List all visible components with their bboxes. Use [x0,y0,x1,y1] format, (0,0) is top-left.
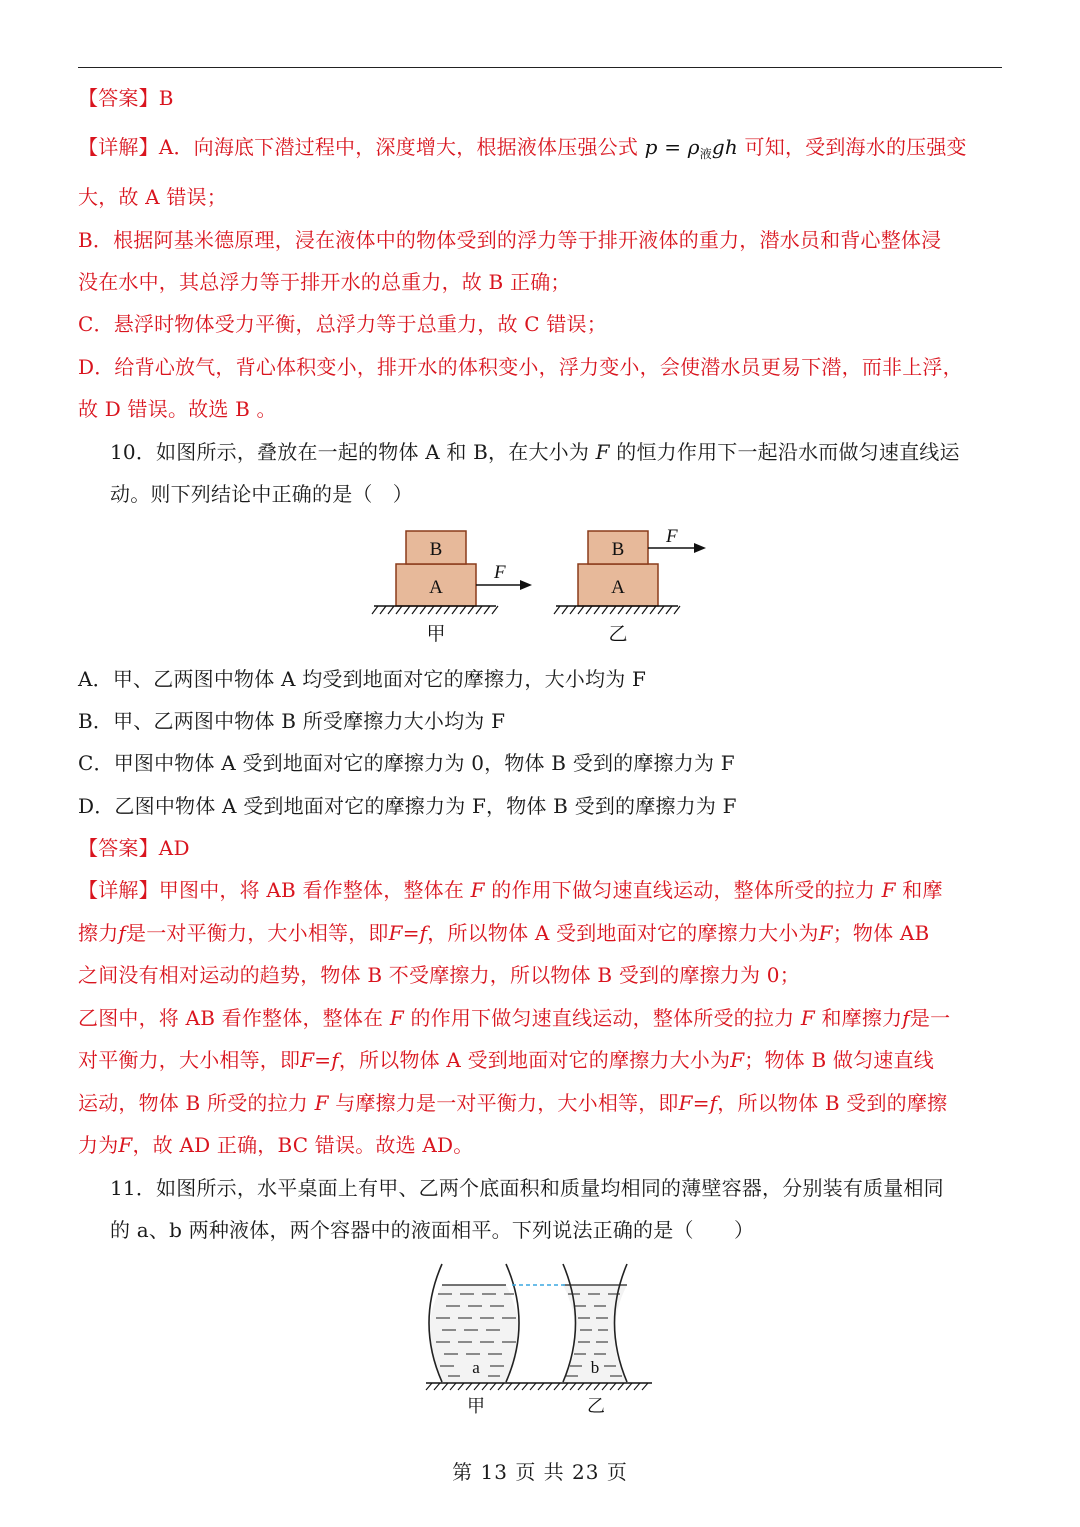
page-footer: 第 13 页 共 23 页 [452,1460,628,1484]
liquid-b-label: b [590,1358,600,1377]
q10-stem-line-1: 10．如图所示，叠放在一起的物体 A 和 B，在大小为 F 的恒力作用下一起沿水而做匀速直线运 [110,440,960,464]
block-a-label-jia: A [429,577,443,598]
q9-detail-line-4: 没在水中，其总浮力等于排开水的总重力，故 B 正确； [78,270,571,294]
figure-jia [372,531,532,645]
caption-yi: 乙 [608,623,628,645]
q10-detail-line-4: 乙图中，将 AB 看作整体，整体在 F 的作用下做匀速直线运动，整体所受的拉力 F 和摩擦力f是一 [78,1006,951,1030]
q11-figure [420,1250,660,1420]
figure-yi [554,526,706,645]
q10-detail-line-7: 力为F，故 AD 正确，BC 错误。故选 AD。 [78,1133,474,1157]
header-rule [78,67,1002,68]
q10-option-b: B．甲、乙两图中物体 B 所受摩擦力大小均为 F [78,709,506,733]
block-a-label-yi: A [611,577,625,598]
q9-detail-line-6: D．给背心放气，背心体积变小，排开水的体积变小，浮力变小，会使潜水员更易下潜，而非上浮， [78,355,963,379]
q10-detail-line-1: 【详解】甲图中，将 AB 看作整体，整体在 F 的作用下做匀速直线运动，整体所受的拉力 F 和摩 [78,878,943,902]
q10-option-c: C．甲图中物体 A 受到地面对它的摩擦力为 0，物体 B 受到的摩擦力为 F [78,751,735,775]
force-label-yi: F [666,526,678,547]
block-b-label-jia: B [429,539,443,560]
q10-detail-line-2: 擦力f是一对平衡力，大小相等，即F=f，所以物体 A 受到地面对它的摩擦力大小为F；物体 AB [78,921,930,945]
q10-figure [360,525,720,650]
q10-detail-line-3: 之间没有相对运动的趋势，物体 B 不受摩擦力，所以物体 B 受到的摩擦力为 0； [78,963,800,987]
block-b-label-yi: B [611,539,625,560]
q10-option-a: A．甲、乙两图中物体 A 均受到地面对它的摩擦力，大小均为 F [78,667,647,691]
q9-answer: 【答案】B [78,86,174,110]
q11-caption-jia: 甲 [467,1396,485,1417]
q10-detail-line-6: 运动，物体 B 所受的拉力 F 与摩擦力是一对平衡力，大小相等，即F=f，所以物体 B 受到的摩擦 [78,1091,948,1115]
force-label-jia: F [494,562,506,583]
q10-detail-line-5: 对平衡力，大小相等，即F=f，所以物体 A 受到地面对它的摩擦力大小为F；物体 B 做匀速直线 [78,1048,934,1072]
q11-caption-yi: 乙 [587,1396,605,1417]
q10-answer: 【答案】AD [78,836,190,860]
caption-jia: 甲 [426,623,446,645]
liquid-a-label: a [472,1358,480,1377]
q9-detail-line-7: 故 D 错误。故选 B 。 [78,397,277,421]
q10-option-d: D．乙图中物体 A 受到地面对它的摩擦力为 F，物体 B 受到的摩擦力为 F [78,794,737,818]
q9-detail-line-5: C．悬浮时物体受力平衡，总浮力等于总重力，故 C 错误； [78,312,607,336]
q11-stem-line-2: 的 a、b 两种液体，两个容器中的液面相平。下列说法正确的是（ ） [110,1218,755,1242]
q10-stem-line-2: 动。则下列结论中正确的是（ ） [110,482,413,506]
q11-stem-line-1: 11．如图所示，水平桌面上有甲、乙两个底面积和质量均相同的薄壁容器，分别装有质量相同 [110,1176,944,1200]
q9-detail-line-2: 大，故 A 错误； [78,185,227,209]
q9-detail-line-1: 【详解】A．向海底下潜过程中，深度增大，根据液体压强公式 $p = \rho_液gh$ 可知，受到海水的压强变 [78,135,967,161]
q9-detail-line-3: B．根据阿基米德原理，浸在液体中的物体受到的浮力等于排开液体的重力，潜水员和背心整体浸 [78,228,942,252]
